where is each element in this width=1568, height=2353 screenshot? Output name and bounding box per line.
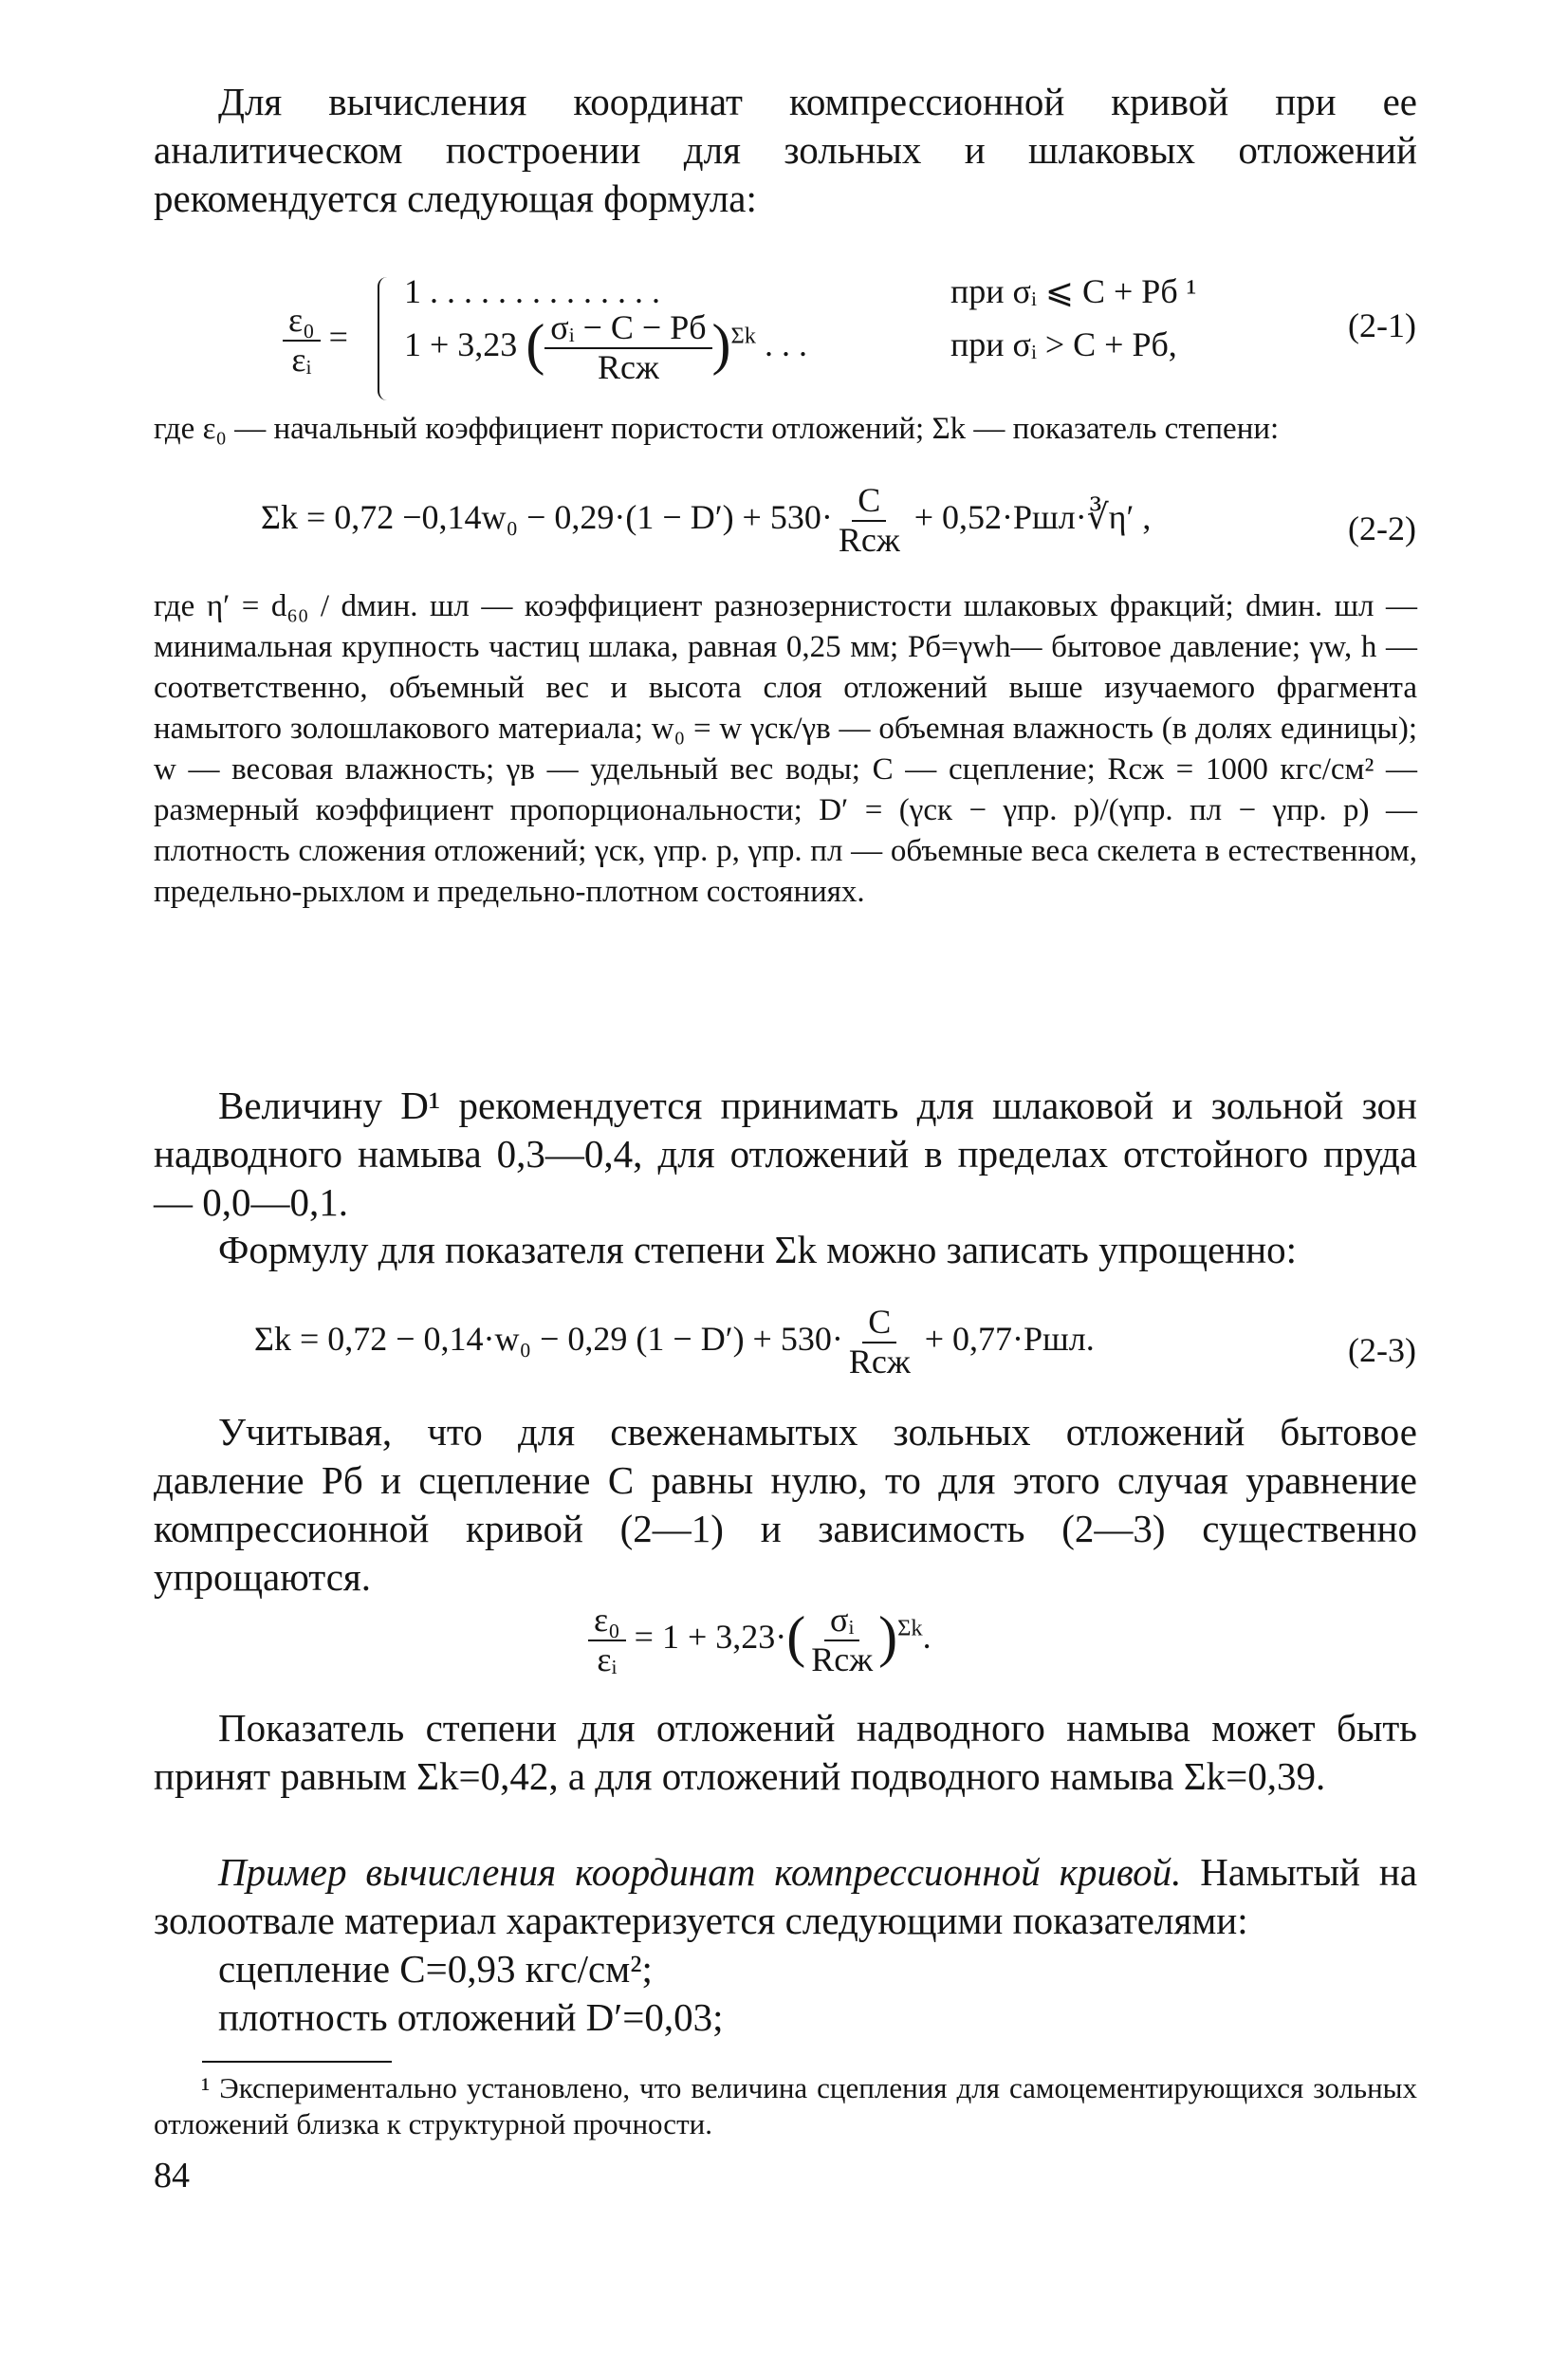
eq-2-1-case-1-condition: при σᵢ ⩽ C + Pб ¹: [950, 272, 1197, 310]
book-page: Для вычисления координат компрессионной кривой при ее аналитическом построении для зольных и шлаковых отложений рекомендуется следующая формула: $\frac{\text{ε₀}}{\text{εᵢ}}$ = 1 . . . . . . . . . . . . . . при σᵢ ⩽ C + Pб ¹ 1 + 3,23 ( $\frac{\text{σᵢ − C − Pб}}{\text{Rсж}}$ )$^{\Sigma k}$ . . . при σᵢ > C + Pб, (2-1) где ε₀ — начальный коэффициент пористости отложений; Σk — показатель степени: Σk = 0,72 −0,14w₀ − 0,29·(1 − D′) + 530· $\frac{C}{\text{Rсж}}$ + 0,52·Pшл·∛η′ , (2-2) где η′ = d₆₀ / dмин. шл — коэффициент разнозернистости шлаковых фракций; dмин. шл — минимальная крупность частиц шлака, равная 0,25 мм; Pб=γwh— бытовое давление; γw, h — соответственно, объемный вес и высота слоя отложений выше изучаемого фрагмента намытого золошлакового материала; w₀ = w γск/γв — объемная влажность (в долях единицы); w — весовая влажность; γв — удельный вес воды; C — сцепление; Rсж = 1000 кгс/см² — размерный коэффициент пропорциональности; D′ = (γск − γпр. р)/(γпр. пл − γпр. р) — плотность сложения отложений; γск, γпр. р, γпр. пл — объемные веса скелета в естественном, предельно-рыхлом и предельно-плотном состояниях. Величину D¹ рекомендуется принимать для шлаковой и зольной зон надводного намыва 0,3—0,4, для отложений в пределах отстойного пруда — 0,0—0,1. Формулу для показателя степени Σk можно записать упрощенно: Σk = 0,72 − 0,14·w₀ − 0,29 (1 − D′) + 530· $\frac{C}{\text{Rсж}}$ + 0,77·Pшл. (2-3) Учитывая, что для свеженамытых зольных отложений бытовое давление Pб и сцепление C равны нулю, то для этого случая уравнение компрессионной кривой (2—1) и зависимость (2—3) существенно упрощаются. $\frac{\text{ε₀}}{\text{εᵢ}}$ = 1 + 3,23·( $\frac{\text{σᵢ}}{\text{Rсж}}$ )$^{\Sigma k}$. Показатель степени для отложений надводного намыва может быть принят равным Σk=0,42, а для отложений подводного намыва Σk=0,39. Пример вычисления координат компрессионной кривой. Намытый на золоотвале материал характеризуется следующими показателями: ¹ Экспериментально установлено, что величина сцепления для самоцементирующихся зольных отложений близка к структурной прочности. 84 сцепление C=0,93 кгс/см²; плотность отложений D′=0,03;: [154, 80, 1418, 2196]
eq-2-1-number: (2-1): [1348, 306, 1416, 344]
eq-2-1-brace: [378, 277, 391, 400]
eq-2-1-case-1: 1 . . . . . . . . . . . . . .: [404, 272, 660, 310]
list-item-cohesion: сцепление C=0,93 кгс/см²;: [218, 1947, 653, 1991]
eq-2-1-lhs: $\frac{\text{ε₀}}{\text{εᵢ}}$: [283, 302, 321, 379]
paragraph-example: [154, 1848, 1417, 1945]
eq-2-1-case-2: 1 + 3,23 ( $\frac{\text{σᵢ − C − Pб}}{\text{Rсж}}$ )$^{\Sigma k}$ . . .: [404, 308, 808, 386]
eq-2-3-number: (2-3): [1348, 1331, 1416, 1369]
list-item-density: плотность отложений D′=0,03;: [218, 1995, 724, 2039]
paragraph-definitions: где η′ = d₆₀ / dмин. шл — коэффициент разнозернистости шлаковых фракций; dмин. шл — минимальная крупность частиц шлака, равная 0,25 мм; Pб=γwh— бытовое давление; γw, h — соответственно, объемный вес и высота слоя отложений выше изучаемого фрагмента намытого золошлакового материала; w₀ = w γск/γв — объемная влажность (в долях единицы); w — весовая влажность; γв — удельный вес воды; C — сцепление; Rсж = 1000 кгс/см² — размерный коэффициент пропорциональности; D′ = (γск − γпр. р)/(γпр. пл − γпр. р) — плотность сложения отложений; γск, γпр. р, γпр. пл — объемные веса скелета в естественном, предельно-рыхлом и предельно-плотном состояниях.: [154, 589, 1417, 909]
paragraph-simplified: Формулу для показателя степени Σk можно записать упрощенно:: [218, 1228, 1298, 1271]
example-heading: Пример вычисления координат компрессионной кривой.: [218, 1850, 1182, 1894]
paragraph-fresh-ash: Учитывая, что для свеженамытых зольных отложений бытовое давление Pб и сцепление C равны нулю, то для этого случая уравнение компрессионной кривой (2—1) и зависимость (2—3) существенно упрощаются.: [154, 1410, 1417, 1599]
example-text: Намытый на золоотвале материал характеризуется следующими показателями:: [154, 1850, 1418, 1942]
paragraph-where-1: где ε₀ — начальный коэффициент пористости отложений; Σk — показатель степени:: [154, 412, 1280, 446]
page-number: 84: [154, 2156, 190, 2196]
paragraph-intro: Для вычисления координат компрессионной кривой при ее аналитическом построении для зольных и шлаковых отложений рекомендуется следующая формула:: [154, 80, 1417, 220]
paragraph-d-value: Величину D¹ рекомендуется принимать для шлаковой и зольной зон надводного намыва 0,3—0,4, для отложений в пределах отстойного пруда — 0,0—0,1.: [154, 1084, 1417, 1224]
eq-2-2-number: (2-2): [1348, 510, 1416, 547]
paragraph-exponent-values: Показатель степени для отложений надводного намыва может быть принят равным Σk=0,42, а для отложений подводного намыва Σk=0,39.: [154, 1706, 1417, 1798]
equation-simplified: $\frac{\text{ε₀}}{\text{εᵢ}}$ = 1 + 3,23·( $\frac{\text{σᵢ}}{\text{Rсж}}$ )$^{\Sigma k}$.: [588, 1602, 932, 1678]
footnote-divider: [202, 2061, 392, 2063]
footnote: ¹ Экспериментально установлено, что величина сцепления для самоцементирующихся зольных отложений близка к структурной прочности.: [154, 2071, 1417, 2140]
eq-2-1-case-2-condition: при σᵢ > C + Pб,: [950, 325, 1177, 363]
